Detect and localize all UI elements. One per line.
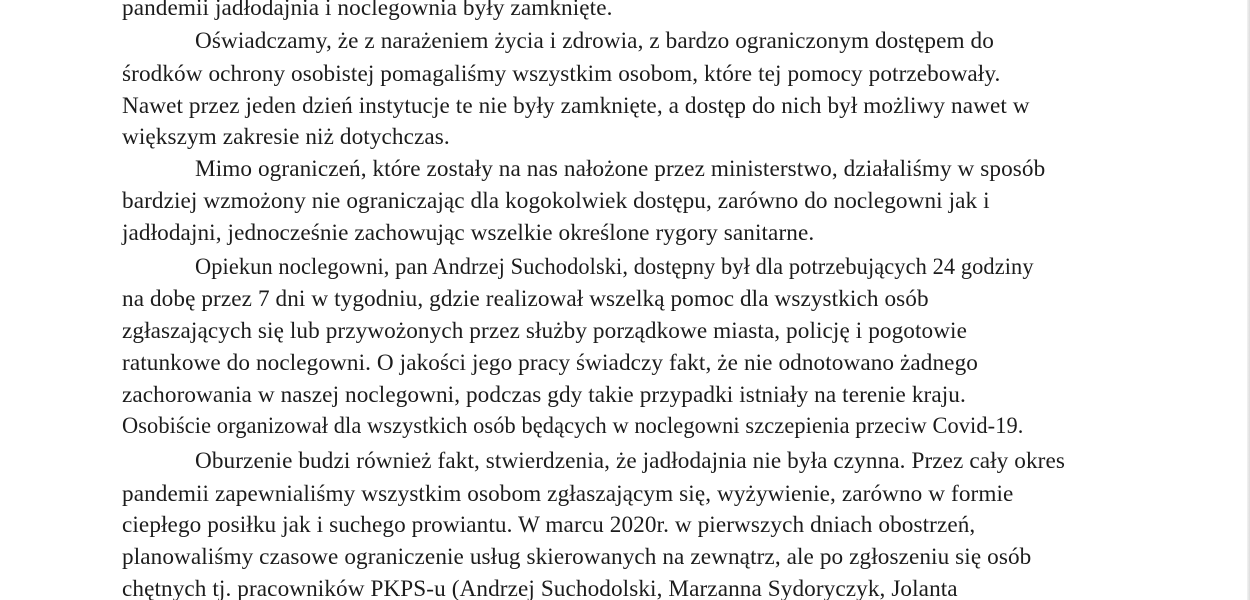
text-line: większym zakresie niż dotychczas. <box>122 124 450 150</box>
text-line: ciepłego posiłku jak i suchego prowiantu. W marcu 2020r. w pierwszych dniach obostrzeń, <box>122 512 976 538</box>
text-line: środków ochrony osobistej pomagaliśmy wszystkim osobom, które tej pomocy potrzebowały. <box>122 61 1001 87</box>
text-line: pandemii jadłodajnia i noclegownia były zamknięte. <box>122 0 613 21</box>
text-line: Nawet przez jeden dzień instytucje te nie były zamknięte, a dostęp do nich był możliwy nawet w <box>122 93 1030 119</box>
paragraph-first-line: Oburzenie budzi również fakt, stwierdzenia, że jadłodajnia nie była czynna. Przez cały okres <box>195 448 1065 474</box>
text-line: na dobę przez 7 dni w tygodniu, gdzie realizował wszelką pomoc dla wszystkich osób <box>122 286 929 312</box>
text-line: chętnych tj. pracowników PKPS-u (Andrzej Suchodolski, Marzanna Sydoryczyk, Jolanta <box>122 576 958 600</box>
text-line: jadłodajni, jednocześnie zachowując wszelkie określone rygory sanitarne. <box>122 220 815 246</box>
text-line: Osobiście organizował dla wszystkich osób będących w noclegowni szczepienia przeciw Covid-19. <box>122 413 1024 439</box>
paragraph-first-line: Opiekun noclegowni, pan Andrzej Suchodolski, dostępny był dla potrzebujących 24 godziny <box>195 254 1034 280</box>
text-line: ratunkowe do noclegowni. O jakości jego pracy świadczy fakt, że nie odnotowano żadnego <box>122 350 978 376</box>
paragraph-first-line: Mimo ograniczeń, które zostały na nas nałożone przez ministerstwo, działaliśmy w sposób <box>195 156 1046 182</box>
paragraph-first-line: Oświadczamy, że z narażeniem życia i zdrowia, z bardzo ograniczonym dostępem do <box>195 28 994 54</box>
text-line: pandemii zapewnialiśmy wszystkim osobom zgłaszającym się, wyżywienie, zarówno w formie <box>122 481 1014 507</box>
text-line: zgłaszających się lub przywożonych przez służby porządkowe miasta, policję i pogotowie <box>122 318 967 344</box>
text-line: bardziej wzmożony nie ograniczając dla kogokolwiek dostępu, zarówno do noclegowni jak i <box>122 188 990 214</box>
text-line: planowaliśmy czasowe ograniczenie usług skierowanych na zewnątrz, ale po zgłoszeniu się osób <box>122 544 1032 570</box>
text-line: zachorowania w naszej noclegowni, podczas gdy takie przypadki istniały na terenie kraju. <box>122 382 966 408</box>
